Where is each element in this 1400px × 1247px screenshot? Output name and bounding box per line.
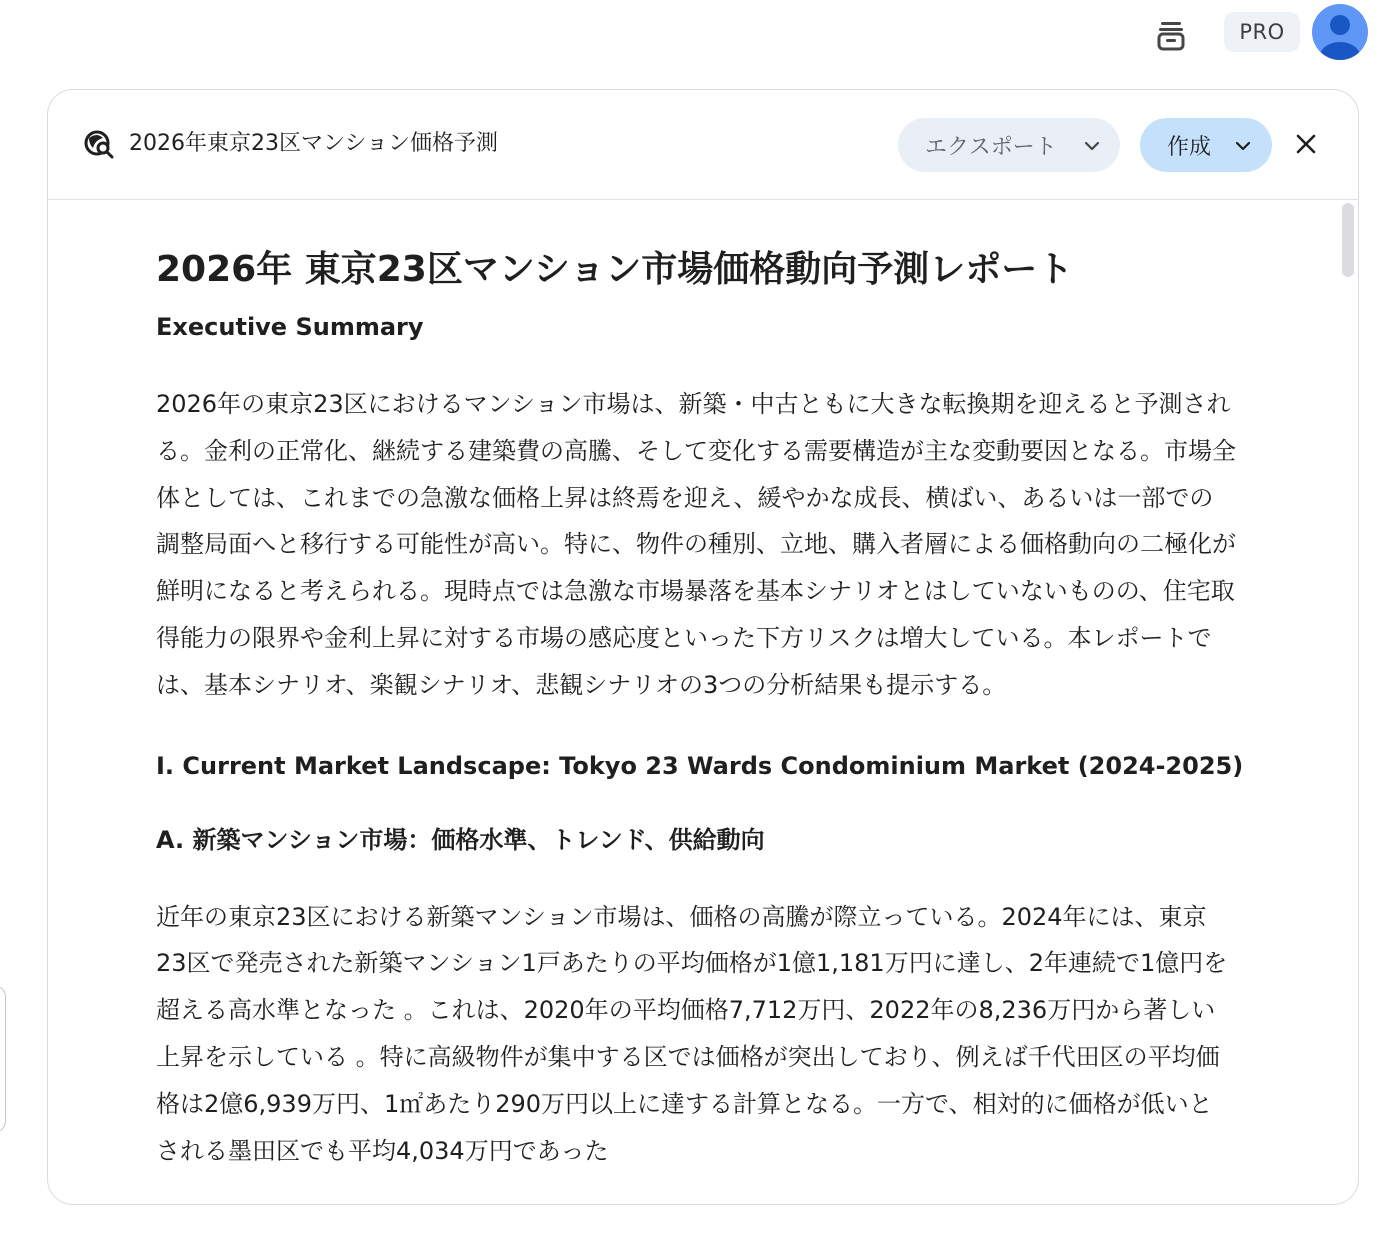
export-button[interactable] (898, 118, 1120, 172)
deep-research-icon (83, 128, 115, 160)
pro-badge[interactable]: PRO (1224, 12, 1300, 52)
avatar[interactable] (1312, 4, 1368, 60)
panel-title: 2026年東京23区マンション価格予測 (129, 131, 498, 156)
section-heading: I. Current Market Landscape: Tokyo 23 Wards Condominium Market (2024-2025) (156, 751, 1244, 780)
document-heading: 2026年 東京23区マンション市場価格動向予測レポート (156, 249, 1074, 290)
history-icon[interactable] (1148, 12, 1194, 58)
export-label: エクスポート (925, 134, 1057, 160)
create-label: 作成 (1167, 134, 1212, 160)
scrollbar-thumb[interactable] (1342, 203, 1354, 277)
subsection-heading: A. 新築マンション市場：価格水準、トレンド、供給動向 (156, 825, 765, 854)
chevron-down-icon (1234, 137, 1252, 155)
close-button[interactable] (1288, 126, 1324, 162)
panel-header (48, 90, 1358, 200)
create-button[interactable] (1140, 118, 1272, 172)
chevron-down-icon (1083, 137, 1101, 155)
document-content (156, 238, 1244, 1174)
side-panel-edge (0, 985, 6, 1133)
subsection-paragraph: 近年の東京23区における新築マンション市場は、価格の高騰が際立っている。2024年には、東京23区で発売された新築マンション1戸あたりの平均価格が1億1,181万円に達し、2年連続で1億円を超える高水準となった 。これは、2020年の平均価格7,712万円、2022年の8,236万円から著しい上昇を示している 。特に高級物件が集中する区では価格が突出しており、例えば千代田区の平均価格は2億6,939万円、1㎡あたり290万円以上に達する計算となる。一方で、相対的に価格が低いとされる墨田区でも平均4,034万円であった (156, 902, 1228, 1165)
document-panel (47, 89, 1359, 1205)
top-bar (0, 0, 1400, 68)
close-icon (1295, 133, 1317, 155)
summary-paragraph: 2026年の東京23区におけるマンション市場は、新築・中古ともに大きな転換期を迎えると予測される。金利の正常化、継続する建築費の高騰、そして変化する需要構造が主な変動要因となる。市場全体としては、これまでの急激な価格上昇は終焉を迎え、緩やかな成長、横ばい、あるいは一部での調整局面へと移行する可能性が高い。特に、物件の種別、立地、購入者層による価格動向の二極化が鮮明になると考えられる。現時点では急激な市場暴落を基本シナリオとはしていないものの、住宅取得能力の限界や金利上昇に対する市場の感応度といった下方リスクは増大している。本レポートでは、基本シナリオ、楽観シナリオ、悲観シナリオの3つの分析結果も提示する。 (156, 390, 1236, 699)
summary-heading: Executive Summary (156, 313, 424, 341)
